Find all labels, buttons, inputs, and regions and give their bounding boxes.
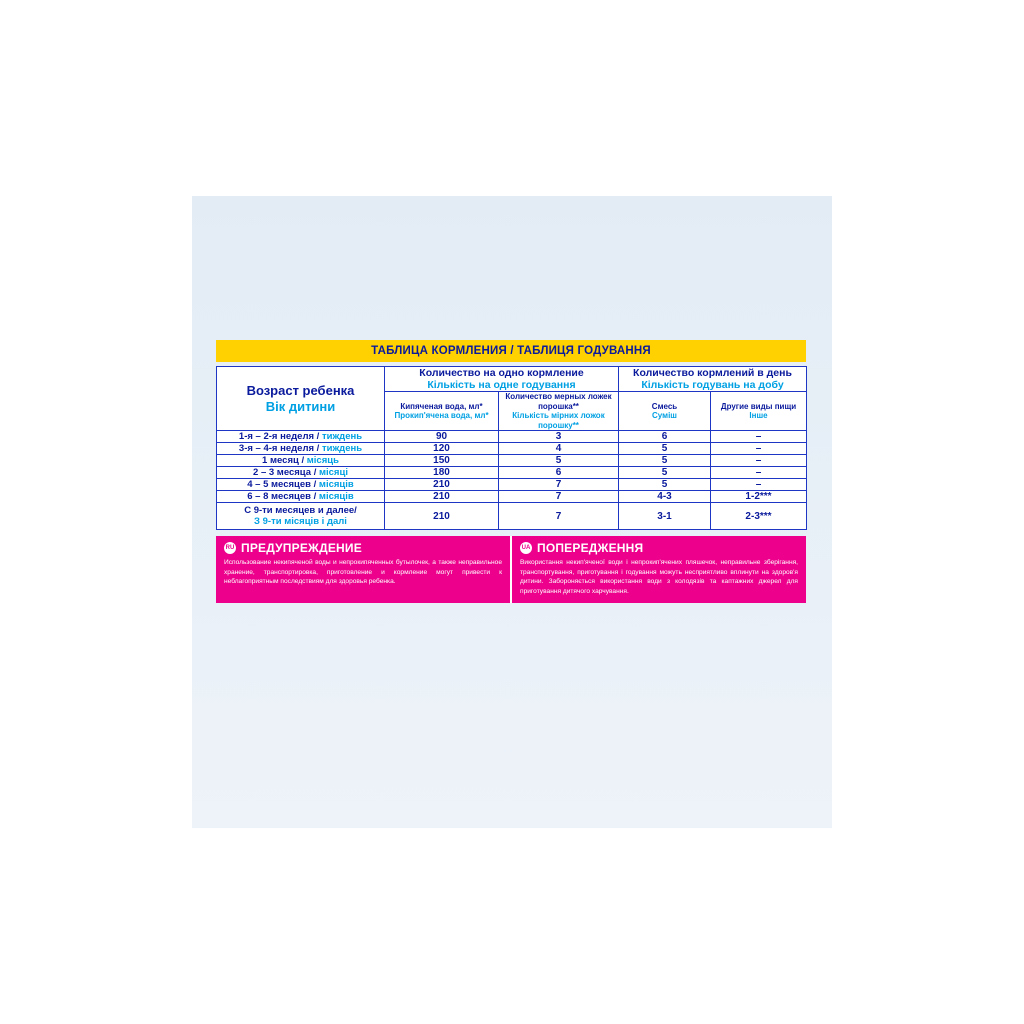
table-row [217, 443, 807, 455]
row-mix: 4-3 [619, 491, 711, 503]
warning-text-ua: Використання некип'яченої води і непрокип'ячених пляшечок, неправильне зберігання, транспортування, приготування і годування можуть несприятливо вплинути на здоров'я дитини. Забороняється використання води з колодязів та каптажних джерел для приготування дитячого харчування. [520, 559, 798, 595]
row-water: 120 [385, 443, 499, 455]
row-scoops: 3 [499, 431, 619, 443]
row-water: 210 [385, 491, 499, 503]
row-age-ru: 1-я – 2-я неделя [238, 431, 315, 442]
row-other: – [711, 431, 807, 443]
header-sub-water [385, 392, 499, 431]
header-sub-mix-ru: Смесь [651, 401, 678, 411]
row-age-ua: тиждень [321, 431, 363, 442]
header-group-per-day-ua: Кількість годувань на добу [641, 379, 784, 391]
flag-ua-icon: UA [520, 542, 532, 554]
header-sub-other-ua: Інше [749, 411, 768, 420]
header-group-per-feed [385, 367, 619, 392]
row-mix: 6 [619, 431, 711, 443]
row-age-ua: місяці [318, 467, 348, 478]
row-age-ru: С 9-ти месяцев и далее/ [244, 505, 357, 516]
row-other: – [711, 467, 807, 479]
row-mix: 5 [619, 467, 711, 479]
row-age-ua: З 9-ти місяців і далі [254, 516, 347, 527]
table-header-row-main [217, 367, 807, 392]
warning-title-ua: ПОПЕРЕДЖЕННЯ [537, 541, 644, 555]
row-other: – [711, 479, 807, 491]
row-scoops: 6 [499, 467, 619, 479]
row-scoops: 7 [499, 479, 619, 491]
warning-head-ua [520, 541, 798, 555]
warning-blocks [216, 536, 806, 603]
row-scoops: 7 [499, 503, 619, 530]
header-group-per-feed-ru: Количество на одно кормление [419, 367, 584, 379]
row-age-cell: 2 – 3 месяца / місяці [217, 467, 385, 479]
row-age-cell: 6 – 8 месяцев / місяців [217, 491, 385, 503]
row-age-ua: тиждень [321, 443, 363, 454]
header-sub-other-ru: Другие виды пищи [720, 401, 797, 411]
header-age-ru: Возраст ребенка [246, 382, 355, 398]
row-age-cell [217, 503, 385, 530]
warning-text-ru: Использование некипяченой воды и непрокипяченных бутылочек, а также неправильное хранение, транспортировка, приготовление и кормление могут привести к неблагоприятным последствиям для здоровья ребенка. [224, 559, 502, 585]
header-sub-mix [619, 392, 711, 431]
header-sub-water-ua: Прокип'ячена вода, мл* [394, 411, 489, 420]
header-age-cell [217, 367, 385, 431]
row-age-ru: 2 – 3 месяца [253, 467, 312, 478]
row-age-cell: 1 месяц / місяць [217, 455, 385, 467]
header-sub-mix-ua: Суміш [652, 411, 677, 420]
warning-head-ru [224, 541, 502, 555]
row-other: 2-3*** [711, 503, 807, 530]
row-scoops: 4 [499, 443, 619, 455]
row-age-ru: 1 месяц [262, 455, 299, 466]
header-sub-scoops-ru: Количество мерных ложек порошка** [505, 392, 612, 411]
row-water: 210 [385, 479, 499, 491]
row-age-ru: 4 – 5 месяцев [247, 479, 311, 490]
table-row [217, 479, 807, 491]
warning-block-ua [512, 536, 806, 603]
header-age-ua: Вік дитини [265, 398, 336, 414]
header-sub-water-ru: Кипяченая вода, мл* [400, 401, 483, 411]
row-other: 1-2*** [711, 491, 807, 503]
flag-ru-icon: RU [224, 542, 236, 554]
warning-block-ru [216, 536, 510, 603]
row-age-cell: 3-я – 4-я неделя / тиждень [217, 443, 385, 455]
row-age-ru: 6 – 8 месяцев [247, 491, 311, 502]
header-group-per-day [619, 367, 807, 392]
row-age-ua: місяців [318, 479, 354, 490]
table-row [217, 491, 807, 503]
row-water: 210 [385, 503, 499, 530]
feeding-table-title-bar [216, 340, 806, 362]
table-row [217, 467, 807, 479]
row-age-cell: 4 – 5 месяцев / місяців [217, 479, 385, 491]
feeding-table-title: ТАБЛИЦА КОРМЛЕНИЯ / ТАБЛИЦЯ ГОДУВАННЯ [371, 345, 651, 357]
feeding-table [216, 366, 807, 530]
row-age-ua: місяць [306, 455, 339, 466]
header-group-per-feed-ua: Кількість на одне годування [427, 379, 576, 391]
row-water: 180 [385, 467, 499, 479]
header-group-per-day-ru: Количество кормлений в день [633, 367, 792, 379]
feeding-table-sheet [216, 340, 806, 603]
row-other: – [711, 443, 807, 455]
header-sub-other [711, 392, 807, 431]
row-mix: 5 [619, 443, 711, 455]
row-age-ru: 3-я – 4-я неделя [238, 443, 315, 454]
table-row [217, 503, 807, 530]
header-sub-scoops [499, 392, 619, 431]
row-age-cell: 1-я – 2-я неделя / тиждень [217, 431, 385, 443]
table-row [217, 431, 807, 443]
row-water: 150 [385, 455, 499, 467]
row-mix: 5 [619, 455, 711, 467]
row-scoops: 5 [499, 455, 619, 467]
warning-title-ru: ПРЕДУПРЕЖДЕНИЕ [241, 541, 362, 555]
table-row [217, 455, 807, 467]
row-mix: 5 [619, 479, 711, 491]
row-age-ua: місяців [318, 491, 354, 502]
row-mix: 3-1 [619, 503, 711, 530]
row-water: 90 [385, 431, 499, 443]
row-scoops: 7 [499, 491, 619, 503]
header-sub-scoops-ua: Кількість мірних ложок порошку** [512, 411, 605, 430]
row-other: – [711, 455, 807, 467]
